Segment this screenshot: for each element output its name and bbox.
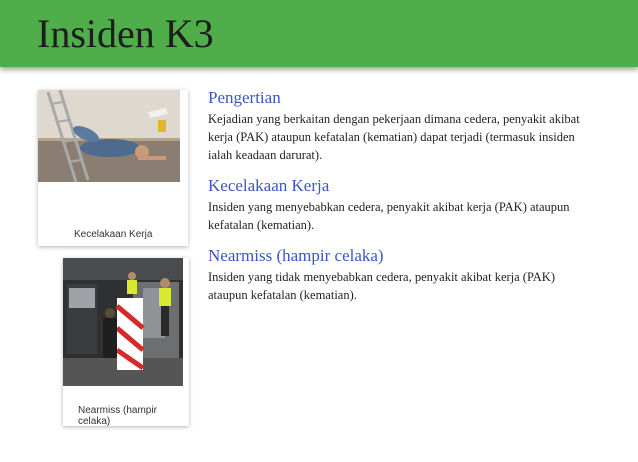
section-title: Kecelakaan Kerja <box>208 176 330 195</box>
definitions-content <box>208 88 588 316</box>
section-body: Insiden yang tidak menyebabkan cedera, penyakit akibat kerja (PAK) ataupun kefatalan (kematian). <box>208 270 555 302</box>
section-nearmiss <box>208 246 588 304</box>
section-title: Nearmiss (hampir celaka) <box>208 246 384 265</box>
section-pengertian <box>208 88 588 164</box>
title-bar <box>0 0 638 67</box>
section-kecelakaan-kerja <box>208 176 588 234</box>
near-miss-photo <box>63 258 183 386</box>
section-body: Insiden yang menyebabkan cedera, penyakit akibat kerja (PAK) ataupun kefatalan (kematian). <box>208 200 570 232</box>
page-title: Insiden K3 <box>37 11 214 56</box>
section-body: Kejadian yang berkaitan dengan pekerjaan dimana cedera, penyakit akibat kerja (PAK) ataupun kefatalan (kematian) dapat terjadi (termasuk insiden ialah keadaan darurat). <box>208 112 580 162</box>
image-caption: Kecelakaan Kerja <box>74 229 153 240</box>
image-card-nearmiss <box>63 258 189 426</box>
fallen-worker-photo <box>38 90 180 182</box>
image-card-accident <box>38 90 188 246</box>
image-caption: Nearmiss (hampir celaka) <box>78 405 157 427</box>
section-title: Pengertian <box>208 88 281 107</box>
